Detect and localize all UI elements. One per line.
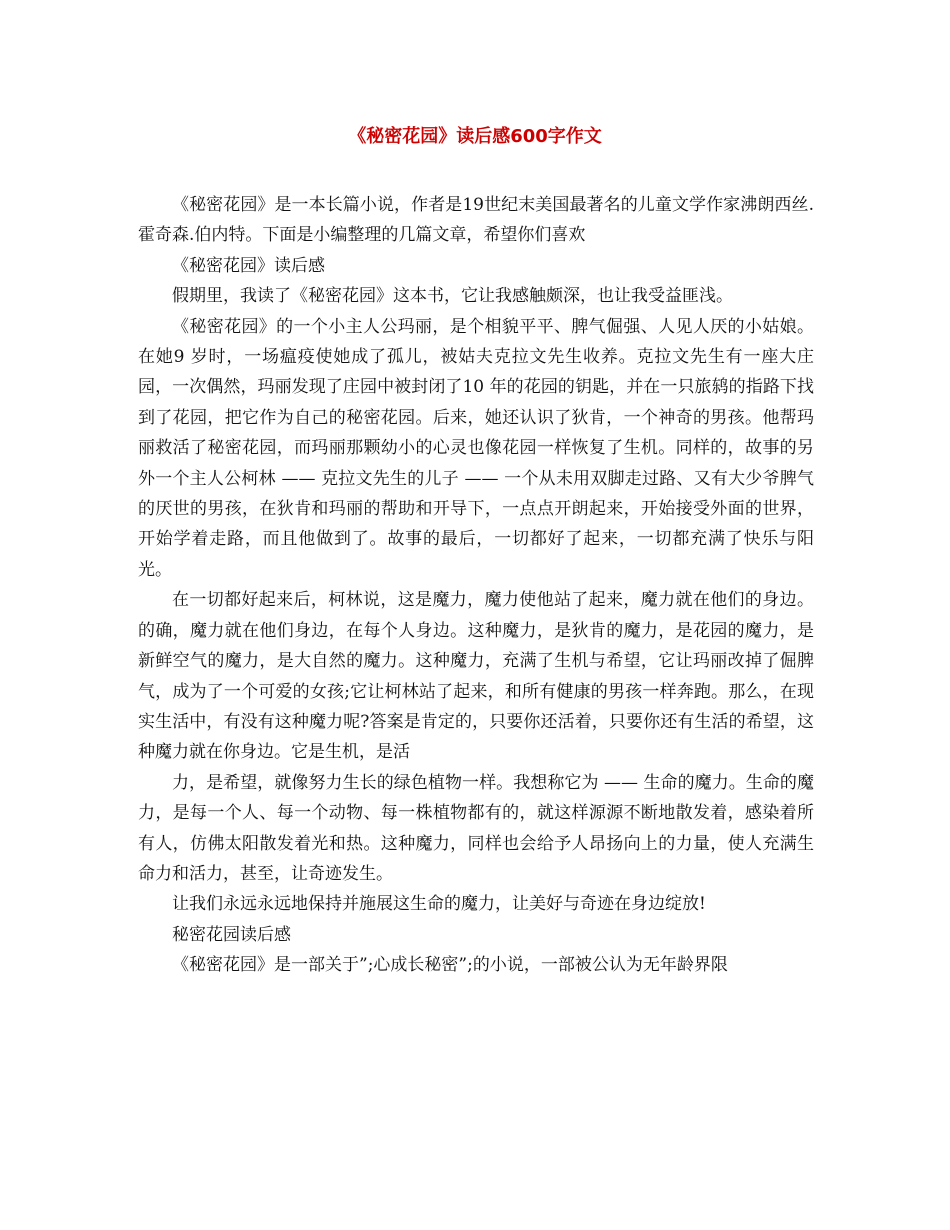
paragraph: 力，是希望，就像努力生长的绿色植物一样。我想称它为 —— 生命的魔力。生命的魔力，是每一个人、每一个动物、每一株植物都有的，就这样源源不断地散发着，感染着所有人，仿佛太阳散发着光和热。这种魔力，同样也会给予人昂扬向上的力量，使人充满生命力和活力，甚至，让奇迹发生。: [138, 772, 814, 884]
section-heading: 《秘密花园》读后感: [172, 255, 325, 276]
paragraph: 《秘密花园》的一个小主人公玛丽，是个相貌平平、脾气倔强、人见人厌的小姑娘。在她9 岁时，一场瘟疫使她成了孤儿，被姑夫克拉文先生收养。克拉文先生有一座大庄园，一次偶然，玛丽发现了庄园中被封闭了10 年的花园的钥匙，并在一只旅鸫的指路下找到了花园，把它作为自己的秘密花园。后来，她还认识了狄肯，一个神奇的男孩。他帮玛丽救活了秘密花园，而玛丽那颗幼小的心灵也像花园一样恢复了生机。同样的，故事的另外一个主人公柯林 —— 克拉文先生的儿子 —— 一个从未用双脚走过路、又有大少爷脾气的厌世的男孩，在狄肯和玛丽的帮助和开导下，一点点开朗起来，开始接受外面的世界，开始学着走路，而且他做到了。故事的最后，一切都好了起来，一切都充满了快乐与阳光。: [138, 316, 814, 580]
document-title: 《秘密花园》读后感600字作文: [348, 126, 602, 147]
document-body: [138, 190, 814, 981]
paragraph-intro: 《秘密花园》是一本长篇小说，作者是19世纪末美国最著名的儿童文学作家沸朗西丝.霍奇森.伯内特。下面是小编整理的几篇文章，希望你们喜欢: [138, 195, 814, 246]
paragraph: 假期里，我读了《秘密花园》这本书，它让我感触颇深，也让我受益匪浅。: [172, 286, 733, 307]
paragraph: 让我们永远永远地保持并施展这生命的魔力，让美好与奇迹在身边绽放!: [172, 894, 706, 915]
paragraph: 在一切都好起来后，柯林说，这是魔力，魔力使他站了起来，魔力就在他们的身边。的确，魔力就在他们身边，在每个人身边。这种魔力，是狄肯的魔力，是花园的魔力，是新鲜空气的魔力，是大自然的魔力。这种魔力，充满了生机与希望，它让玛丽改掉了倔脾气，成为了一个可爱的女孩;它让柯林站了起来，和所有健康的男孩一样奔跑。那么，在现实生活中，有没有这种魔力呢?答案是肯定的，只要你还活着，只要你还有生活的希望，这种魔力就在你身边。它是生机，是活: [138, 590, 814, 763]
section-heading: 秘密花园读后感: [172, 924, 291, 945]
paragraph: 《秘密花园》是一部关于”;心成长秘密”;的小说，一部被公认为无年龄界限: [172, 955, 728, 976]
